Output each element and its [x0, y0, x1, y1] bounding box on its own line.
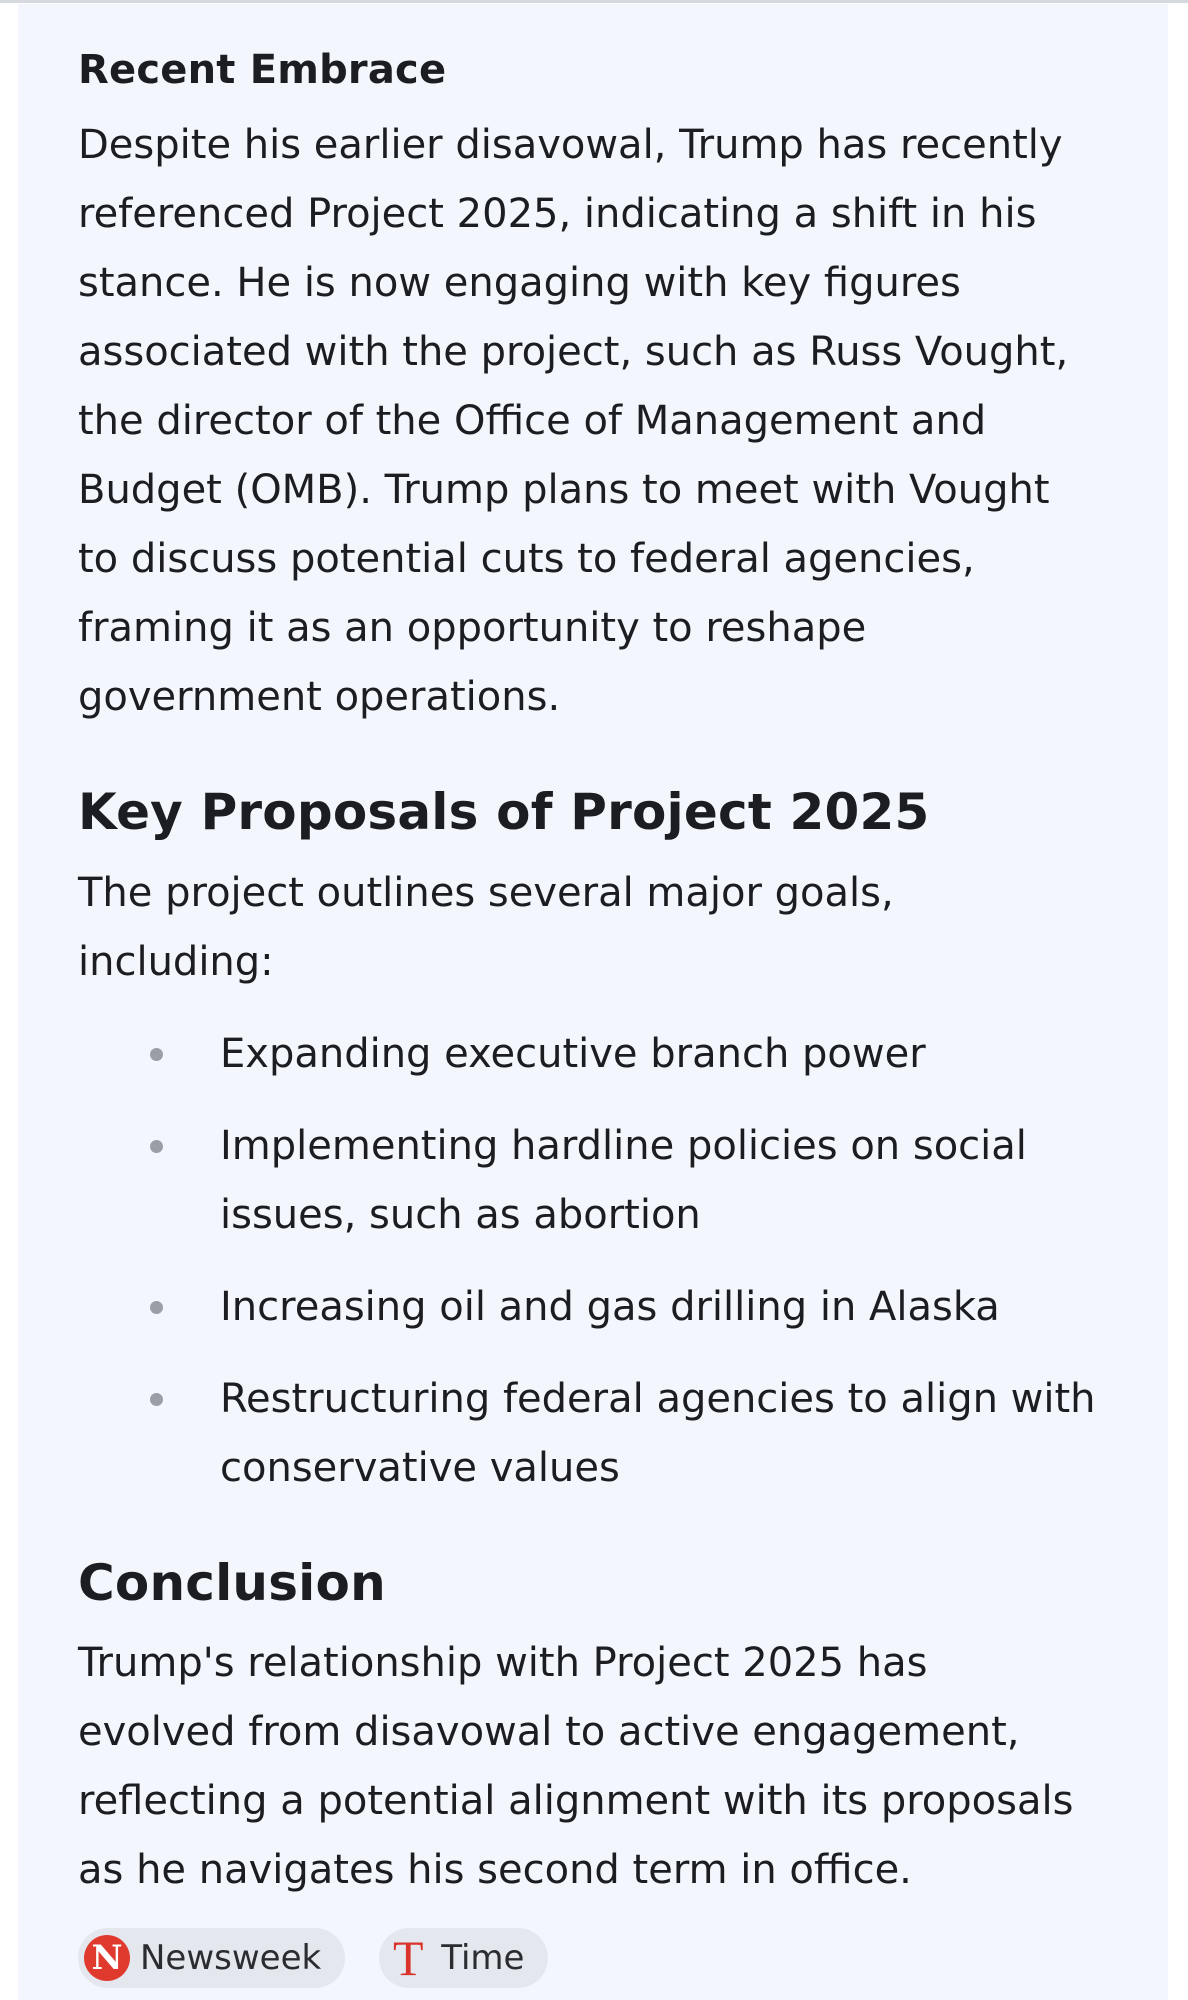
- recent-embrace-heading: Recent Embrace: [78, 47, 447, 93]
- text-line: associated with the project, such as Russ Vought,: [78, 329, 1069, 375]
- bullet-icon: [150, 1393, 163, 1406]
- key-proposals-intro: [78, 859, 1118, 997]
- time-icon: T: [392, 1930, 424, 1986]
- key-proposals-heading: Key Proposals of Project 2025: [78, 783, 930, 841]
- text-line: government operations.: [78, 674, 561, 720]
- bullet-icon: [150, 1140, 163, 1153]
- proposals-list: [78, 1020, 1128, 1526]
- text-line: issues, such as abortion: [220, 1192, 701, 1238]
- conclusion-heading: Conclusion: [78, 1554, 386, 1612]
- text-line: framing it as an opportunity to reshape: [78, 605, 867, 651]
- text-line: Increasing oil and gas drilling in Alaska: [220, 1284, 1000, 1330]
- recent-embrace-paragraph: [78, 111, 1118, 732]
- list-item: [78, 1020, 1128, 1089]
- text-line: including:: [78, 939, 274, 985]
- text-line: as he navigates his second term in office.: [78, 1847, 912, 1893]
- source-label: Time: [441, 1938, 525, 1978]
- bullet-icon: [150, 1301, 163, 1314]
- list-item: [78, 1273, 1128, 1342]
- text-line: Expanding executive branch power: [220, 1031, 926, 1077]
- source-chip-time[interactable]: [379, 1928, 548, 1988]
- text-line: Despite his earlier disavowal, Trump has recently: [78, 122, 1063, 168]
- source-chip-newsweek[interactable]: [78, 1928, 345, 1988]
- text-line: Trump's relationship with Project 2025 has: [78, 1640, 928, 1686]
- top-divider: [0, 0, 1188, 3]
- text-line: to discuss potential cuts to federal agencies,: [78, 536, 975, 582]
- text-line: conservative values: [220, 1445, 620, 1491]
- text-line: The project outlines several major goals,: [78, 870, 894, 916]
- list-item: [78, 1112, 1128, 1250]
- list-item: [78, 1365, 1128, 1503]
- text-line: stance. He is now engaging with key figures: [78, 260, 961, 306]
- text-line: referenced Project 2025, indicating a shift in his: [78, 191, 1037, 237]
- bullet-icon: [150, 1048, 163, 1061]
- text-line: the director of the Office of Management and: [78, 398, 987, 444]
- text-line: reflecting a potential alignment with its proposals: [78, 1778, 1074, 1824]
- answer-card: [18, 4, 1168, 2000]
- newsweek-icon: N: [84, 1935, 130, 1981]
- source-chips: [78, 1928, 548, 1988]
- source-label: Newsweek: [140, 1938, 322, 1978]
- conclusion-paragraph: [78, 1629, 1118, 1905]
- text-line: Implementing hardline policies on social: [220, 1123, 1027, 1169]
- text-line: Restructuring federal agencies to align with: [220, 1376, 1096, 1422]
- text-line: evolved from disavowal to active engagement,: [78, 1709, 1020, 1755]
- text-line: Budget (OMB). Trump plans to meet with Vought: [78, 467, 1050, 513]
